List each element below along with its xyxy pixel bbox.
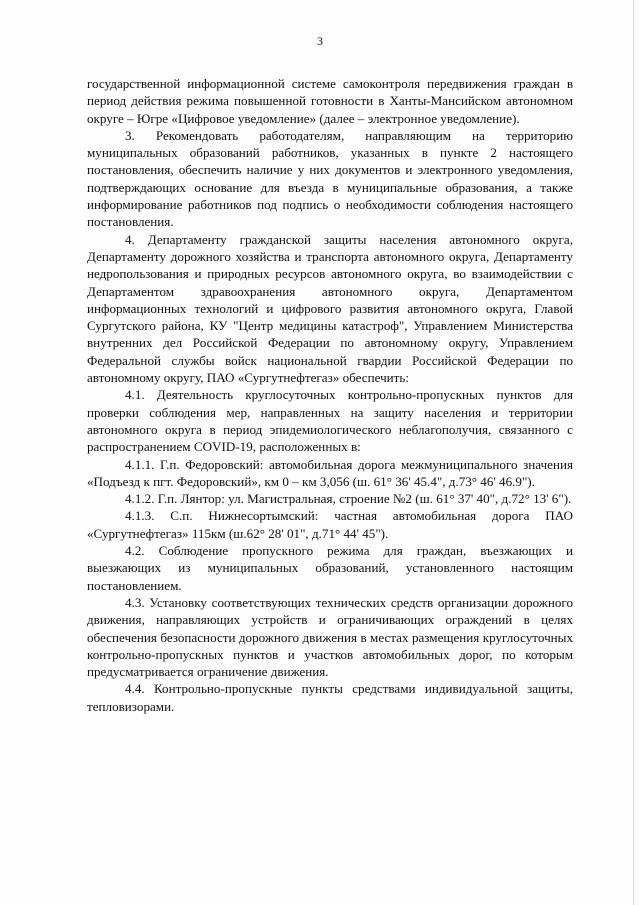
paragraph-4: 4. Департаменту гражданской защиты населения автономного округа, Департаменту дорожного хозяйства и транспорта автономного округа, Департаменту недропользования и природных ресурсов автономного округа, во взаимодействии с Департаментом здравоохранения автономного округа, Департаментом информационных технологий и цифрового развития автономного округа, Главой Сургутского района, КУ "Центр медицины катастроф", Управлением Министерства внутренних дел Российской Федерации по автономному округу, Управлением Федеральной службы войск национальной гвардии Российской Федерации по автономному округу, ПАО «Сургутнефтегаз» обеспечить:: [87, 231, 573, 386]
paragraph-4-1-1: 4.1.1. Г.п. Федоровский: автомобильная дорога межмуниципального значения «Подъезд к пгт. Федоровский», км 0 – км 3,056 (ш. 61° 36' 45.4", д.73° 46' 46.9").: [87, 456, 573, 489]
paragraph-3: 3. Рекомендовать работодателям, направляющим на территорию муниципальных образований работников, указанных в пункте 2 настоящего постановления, обеспечить наличие у них документов и электронного уведомления, подтверждающих основание для въезда в муниципальные образования, а также информирование работников под подпись о необходимости соблюдения настоящего постановления.: [87, 127, 573, 230]
paragraph-4-1: 4.1. Деятельность круглосуточных контрольно-пропускных пунктов для проверки соблюдения мер, направленных на защиту населения и территории автономного округа в период эпидемиологического неблагополучия, связанного с распространением COVID-19, расположенных в:: [87, 387, 573, 455]
paragraph-4-3: 4.3. Установку соответствующих технических средств организации дорожного движения, направляющих устройств и ограничивающих ограждений в целях обеспечения безопасности дорожного движения в местах размещения круглосуточных контрольно-пропускных пунктов и участков автомобильных дорог, по которым предусматривается ограничение движения.: [87, 594, 573, 680]
scan-edge: [633, 0, 634, 905]
page-number: 3: [317, 34, 323, 48]
paragraph-4-4: 4.4. Контрольно-пропускные пункты средствами индивидуальной защиты, тепловизорами.: [87, 681, 573, 714]
paragraph-4-1-2: 4.1.2. Г.п. Лянтор: ул. Магистральная, строение №2 (ш. 61° 37' 40", д.72° 13' 6").: [125, 491, 572, 507]
paragraph-4-1-3: 4.1.3. С.п. Нижнесортымский: частная автомобильная дорога ПАО «Сургутнефтегаз» 115км (ш.62° 28' 01", д.71° 44' 45").: [87, 508, 573, 541]
paragraph-4-2: 4.2. Соблюдение пропускного режима для граждан, въезжающих и выезжающих из муниципальных образований, установленного настоящим постановлением.: [87, 543, 573, 593]
document-body: [87, 75, 573, 715]
paragraph-continuation: государственной информационной системе самоконтроля передвижения граждан в период действия режима повышенной готовности в Ханты-Мансийском автономном округе – Югре «Цифровое уведомление» (далее – электронное уведомление).: [87, 76, 573, 126]
